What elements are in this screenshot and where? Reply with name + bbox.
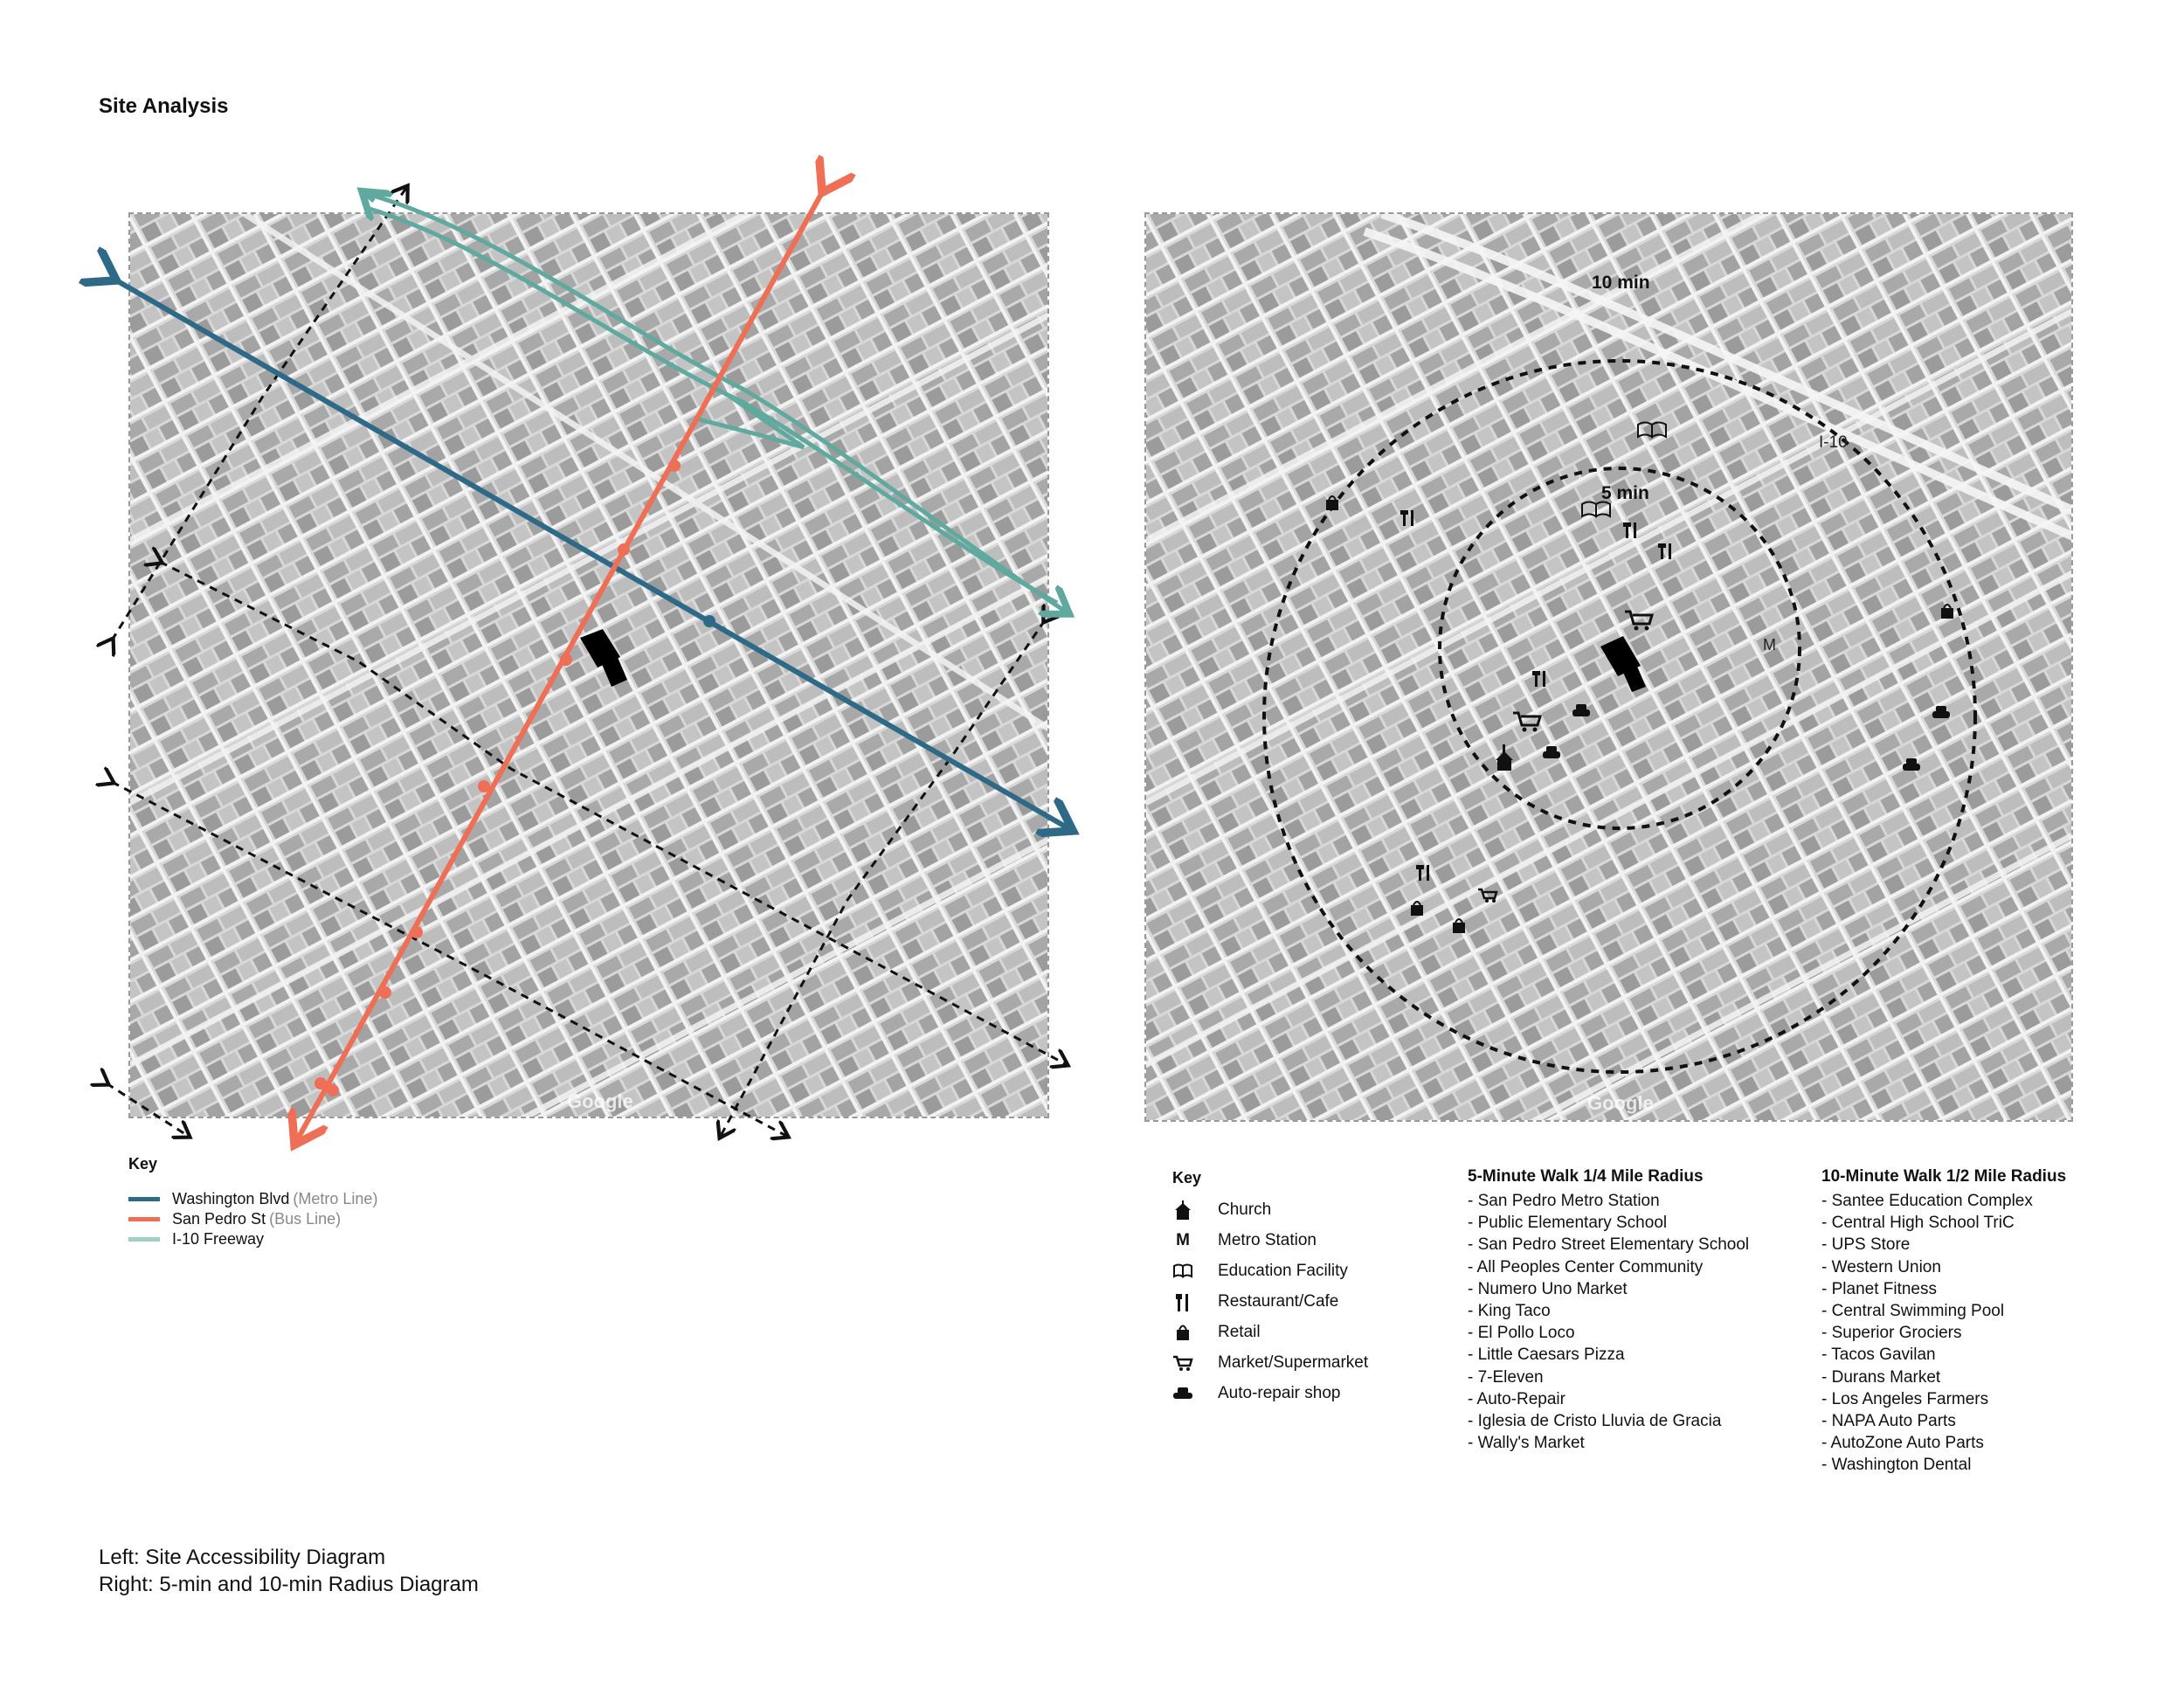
legend-restaurant bbox=[1172, 1286, 1368, 1317]
list-item: - Los Angeles Farmers bbox=[1821, 1389, 1989, 1408]
list-item: - All Peoples Center Community bbox=[1468, 1257, 1704, 1276]
shopping-bag-icon bbox=[1941, 605, 1953, 619]
list-item: - UPS Store bbox=[1821, 1235, 1911, 1255]
walk-path-4 bbox=[721, 620, 1045, 1136]
google-watermark: Google bbox=[1587, 1092, 1654, 1114]
caption-line-2: Right: 5-min and 10-min Radius Diagram bbox=[99, 1573, 479, 1596]
list-item: - Iglesia de Cristo Lluvia de Gracia bbox=[1468, 1411, 1722, 1430]
project-site bbox=[1600, 636, 1646, 692]
key-swatch-metro bbox=[128, 1197, 160, 1201]
key-note: (Bus Line) bbox=[269, 1210, 342, 1228]
legend-label: Restaurant/Cafe bbox=[1218, 1291, 1339, 1311]
cart-icon bbox=[1625, 612, 1652, 631]
right-map-overlay bbox=[1136, 201, 2088, 1136]
shopping-bag-icon bbox=[1172, 1322, 1193, 1343]
caption-line-1: Left: Site Accessibility Diagram bbox=[99, 1546, 386, 1569]
metro-marker: M bbox=[1763, 636, 1776, 654]
metro-stop-marker bbox=[703, 615, 715, 627]
list-item: - Superior Grociers bbox=[1821, 1324, 1962, 1343]
shopping-bag-icon bbox=[1453, 919, 1465, 933]
cart-icon bbox=[1172, 1352, 1193, 1373]
shopping-bag-icon bbox=[1326, 496, 1338, 510]
list-item: - San Pedro Metro Station bbox=[1468, 1192, 1660, 1210]
key-label: I-10 Freeway bbox=[172, 1230, 265, 1248]
freeway-ramp bbox=[699, 393, 804, 447]
legend-label: Market/Supermarket bbox=[1218, 1352, 1369, 1372]
list-item: - Auto-Repair bbox=[1468, 1389, 1565, 1408]
list-item: - Little Caesars Pizza bbox=[1468, 1346, 1625, 1365]
legend-education bbox=[1172, 1256, 1368, 1286]
fork-knife-icon bbox=[1658, 543, 1671, 559]
freeway-label: I-10 bbox=[1819, 433, 1848, 452]
list-item: - Washington Dental bbox=[1821, 1456, 1972, 1475]
walk-path-1 bbox=[112, 188, 406, 640]
list-item: - 7-Eleven bbox=[1468, 1367, 1544, 1387]
bus-stop bbox=[478, 780, 490, 792]
left-key bbox=[128, 1155, 377, 1249]
legend-label: Auto-repair shop bbox=[1218, 1383, 1341, 1402]
key-note: (Metro Line) bbox=[293, 1190, 378, 1207]
list-item: - King Taco bbox=[1468, 1301, 1551, 1320]
metro-icon: M bbox=[1176, 1230, 1190, 1249]
legend-market bbox=[1172, 1347, 1368, 1378]
left-key-heading: Key bbox=[128, 1155, 158, 1173]
list-10-min-heading: 10-Minute Walk 1/2 Mile Radius bbox=[1821, 1167, 2067, 1186]
bus-stop bbox=[314, 1077, 327, 1090]
church-icon bbox=[1496, 744, 1513, 771]
bus-stop bbox=[327, 1084, 339, 1097]
list-item: - Santee Education Complex bbox=[1821, 1192, 2033, 1210]
cart-icon bbox=[1478, 889, 1496, 903]
list-item: - San Pedro Street Elementary School bbox=[1468, 1235, 1750, 1255]
list-item: - Tacos Gavilan bbox=[1821, 1346, 1936, 1365]
car-icon bbox=[1172, 1383, 1193, 1404]
fork-knife-icon bbox=[1623, 522, 1636, 538]
freeway-line-a bbox=[367, 194, 1066, 612]
san-pedro-st-line bbox=[297, 188, 825, 1140]
list-item: - Planet Fitness bbox=[1821, 1279, 1937, 1298]
list-item: - Public Elementary School bbox=[1468, 1214, 1668, 1233]
project-site bbox=[580, 629, 627, 687]
book-icon bbox=[1172, 1261, 1193, 1282]
right-key-heading: Key bbox=[1172, 1169, 1202, 1186]
figure-caption bbox=[99, 1544, 479, 1598]
key-san-pedro-st bbox=[128, 1209, 377, 1229]
key-swatch-freeway bbox=[128, 1237, 160, 1242]
fork-knife-icon bbox=[1172, 1291, 1193, 1312]
list-5-min bbox=[1468, 1167, 1749, 1454]
fork-knife-icon bbox=[1400, 510, 1413, 526]
walk-path-2 bbox=[160, 562, 1066, 1064]
key-washington-blvd bbox=[128, 1189, 377, 1209]
list-10-min bbox=[1821, 1167, 2066, 1476]
car-icon bbox=[1543, 746, 1560, 758]
key-i10-freeway bbox=[128, 1229, 377, 1249]
fork-knife-icon bbox=[1416, 865, 1429, 881]
list-item: - NAPA Auto Parts bbox=[1821, 1411, 1956, 1430]
ring-10-min-label: 10 min bbox=[1592, 273, 1650, 293]
legend-label: Metro Station bbox=[1218, 1230, 1317, 1249]
key-swatch-bus bbox=[128, 1217, 160, 1221]
legend-auto-repair bbox=[1172, 1378, 1368, 1408]
ring-5-min-label: 5 min bbox=[1601, 483, 1649, 503]
list-item: - Wally's Market bbox=[1468, 1434, 1585, 1453]
washington-blvd-line bbox=[112, 278, 1068, 828]
bus-stop bbox=[379, 986, 391, 999]
bus-stop bbox=[560, 654, 572, 666]
church-icon bbox=[1172, 1200, 1193, 1221]
key-label: San Pedro St bbox=[172, 1210, 266, 1228]
book-icon bbox=[1582, 502, 1610, 517]
book-icon bbox=[1638, 423, 1666, 438]
legend-label: Retail bbox=[1218, 1322, 1261, 1341]
list-item: - Central Swimming Pool bbox=[1821, 1301, 2005, 1320]
walk-path-3 bbox=[112, 782, 786, 1136]
legend-metro bbox=[1172, 1225, 1368, 1256]
left-map-overlay bbox=[0, 0, 1101, 1153]
car-icon bbox=[1572, 704, 1590, 716]
legend-label: Education Facility bbox=[1218, 1261, 1348, 1280]
freeway-line-b bbox=[367, 208, 1057, 603]
shopping-bag-icon bbox=[1411, 902, 1423, 916]
car-icon bbox=[1932, 706, 1950, 718]
google-watermark: Google bbox=[567, 1090, 633, 1112]
list-item: - Western Union bbox=[1821, 1257, 1941, 1276]
page-title: Site Analysis bbox=[99, 94, 229, 118]
legend-church bbox=[1172, 1194, 1368, 1225]
right-key bbox=[1172, 1169, 1368, 1408]
list-item: - El Pollo Loco bbox=[1468, 1324, 1575, 1343]
list-5-min-heading: 5-Minute Walk 1/4 Mile Radius bbox=[1468, 1167, 1704, 1186]
walk-path-5 bbox=[107, 1083, 188, 1136]
list-item: - Durans Market bbox=[1821, 1367, 1941, 1387]
car-icon bbox=[1903, 758, 1920, 771]
legend-retail bbox=[1172, 1317, 1368, 1347]
list-item: - AutoZone Auto Parts bbox=[1821, 1434, 1984, 1453]
fork-knife-icon bbox=[1532, 671, 1545, 687]
key-label: Washington Blvd bbox=[172, 1190, 290, 1207]
bus-stop bbox=[668, 460, 681, 472]
list-item: - Central High School TriC bbox=[1821, 1214, 2015, 1233]
bus-stop bbox=[411, 926, 423, 938]
legend-label: Church bbox=[1218, 1200, 1272, 1219]
list-item: - Numero Uno Market bbox=[1468, 1279, 1628, 1298]
cart-icon bbox=[1513, 713, 1540, 732]
bus-stop bbox=[618, 543, 630, 556]
